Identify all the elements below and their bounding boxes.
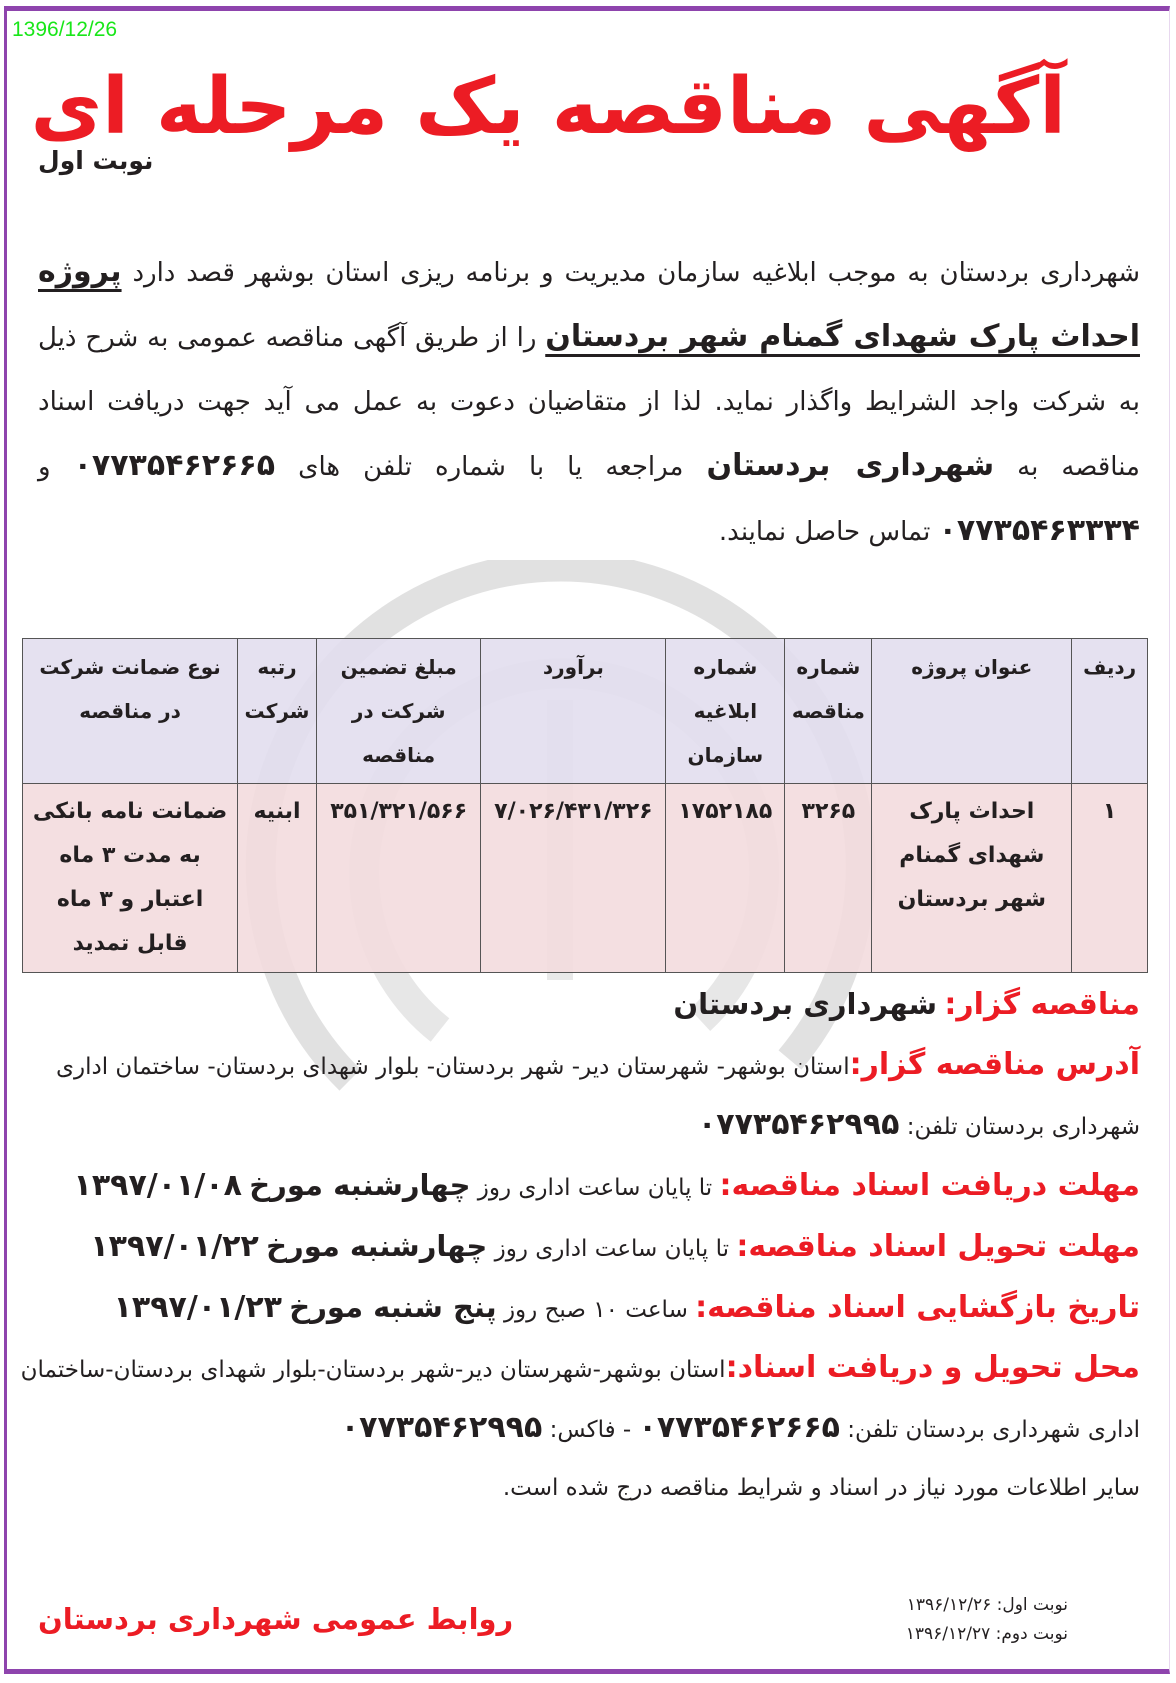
phone-1: ۰۷۷۳۵۴۶۲۶۶۵ xyxy=(73,448,276,483)
tender-details xyxy=(20,975,1140,1517)
address-line: آدرس مناقصه گزار:استان بوشهر- شهرستان دیر- شهر بردستان- بلوار شهدای بردستان- ساختمان اداری xyxy=(55,1047,1140,1082)
date-stamp: 1396/12/26 xyxy=(12,18,118,41)
tender-table xyxy=(22,638,1148,973)
table-row: ۱ احداث پارک شهدای گمنام شهر بردستان ۳۲۶۵ ۱۷۵۲۱۸۵ ۷/۰۲۶/۴۳۱/۳۲۶ ۳۵۱/۳۲۱/۵۶۶ ابنیه ضمانت نامه بانکی به مدت ۳ ماه اعتبار و ۳ ماه قابل تمدید xyxy=(23,784,1148,973)
col-guarantee-amount: مبلغ تضمین شرکت در مناقصه xyxy=(316,639,481,784)
project-name: احداث پارک شهدای گمنام شهر بردستان xyxy=(545,319,1140,354)
place-phone-line: اداری شهرداری بردستان تلفن: ۰۷۷۳۵۴۶۲۶۶۵ - فاکس: ۰۷۷۳۵۴۶۲۹۹۵ xyxy=(340,1410,1140,1445)
phone-2: ۰۷۷۳۵۴۶۳۳۳۴ xyxy=(938,513,1140,548)
publication-date-2: نوبت دوم: ۱۳۹۶/۱۲/۲۷ xyxy=(905,1624,1068,1644)
publication-round: نوبت اول xyxy=(38,146,154,175)
place-line: محل تحویل و دریافت اسناد:استان بوشهر-شهرستان دیر-شهر بردستان-بلوار شهدای بردستان-ساختمان xyxy=(20,1350,1140,1385)
table-header-row xyxy=(23,639,1148,784)
col-estimate: برآورد xyxy=(481,639,666,784)
address-phone-line: شهرداری بردستان تلفن: ۰۷۷۳۵۴۶۲۹۹۵ xyxy=(697,1107,1140,1142)
project-prefix: پروژه xyxy=(38,254,122,289)
publication-date-1: نوبت اول: ۱۳۹۶/۱۲/۲۶ xyxy=(906,1595,1068,1615)
organizer-name: شهرداری بردستان xyxy=(706,448,995,483)
publication-dates xyxy=(906,1591,1068,1649)
opening-date-line: تاریخ بازگشایی اسناد مناقصه: ساعت ۱۰ صبح روز پنج شنبه مورخ ۱۳۹۷/۰۱/۲۳ xyxy=(113,1290,1140,1325)
receive-deadline-line: مهلت دریافت اسناد مناقصه: تا پایان ساعت اداری روز چهارشنبه مورخ ۱۳۹۷/۰۱/۰۸ xyxy=(73,1168,1140,1203)
page-title: آگهی مناقصه یک مرحله ای xyxy=(30,62,1066,152)
col-row-number: ردیف xyxy=(1072,639,1148,784)
organizer-line: مناقصه گزار: شهرداری بردستان xyxy=(673,987,1140,1022)
signature: روابط عمومی شهرداری بردستان xyxy=(38,1602,514,1636)
intro-paragraph: شهرداری بردستان به موجب ابلاغیه سازمان مدیریت و برنامه ریزی استان بوشهر قصد دارد پروژه احداث پارک شهدای گمنام شهر بردستان را از طریق آگهی مناقصه عمومی به شرح ذیل به شرکت واجد الشرایط واگذار نماید. لذا از متقاضیان دعوت به عمل می آید جهت دریافت اسناد مناقصه به شهرداری بردستان مراجعه یا با شماره تلفن های ۰۷۷۳۵۴۶۲۶۶۵ و ۰۷۷۳۵۴۶۳۳۳۴ تماس حاصل نمایند. xyxy=(38,254,1141,548)
col-project-title: عنوان پروژه xyxy=(872,639,1072,784)
other-info-line: سایر اطلاعات مورد نیاز در اسناد و شرایط مناقصه درج شده است. xyxy=(502,1475,1140,1501)
delivery-deadline-line: مهلت تحویل اسناد مناقصه: تا پایان ساعت اداری روز چهارشنبه مورخ ۱۳۹۷/۰۱/۲۲ xyxy=(90,1229,1140,1264)
col-notice-number: شماره ابلاغیه سازمان xyxy=(666,639,785,784)
col-tender-number: شماره مناقصه xyxy=(785,639,872,784)
col-company-rank: رتبه شرکت xyxy=(238,639,317,784)
col-guarantee-type: نوع ضمانت شرکت در مناقصه xyxy=(23,639,238,784)
